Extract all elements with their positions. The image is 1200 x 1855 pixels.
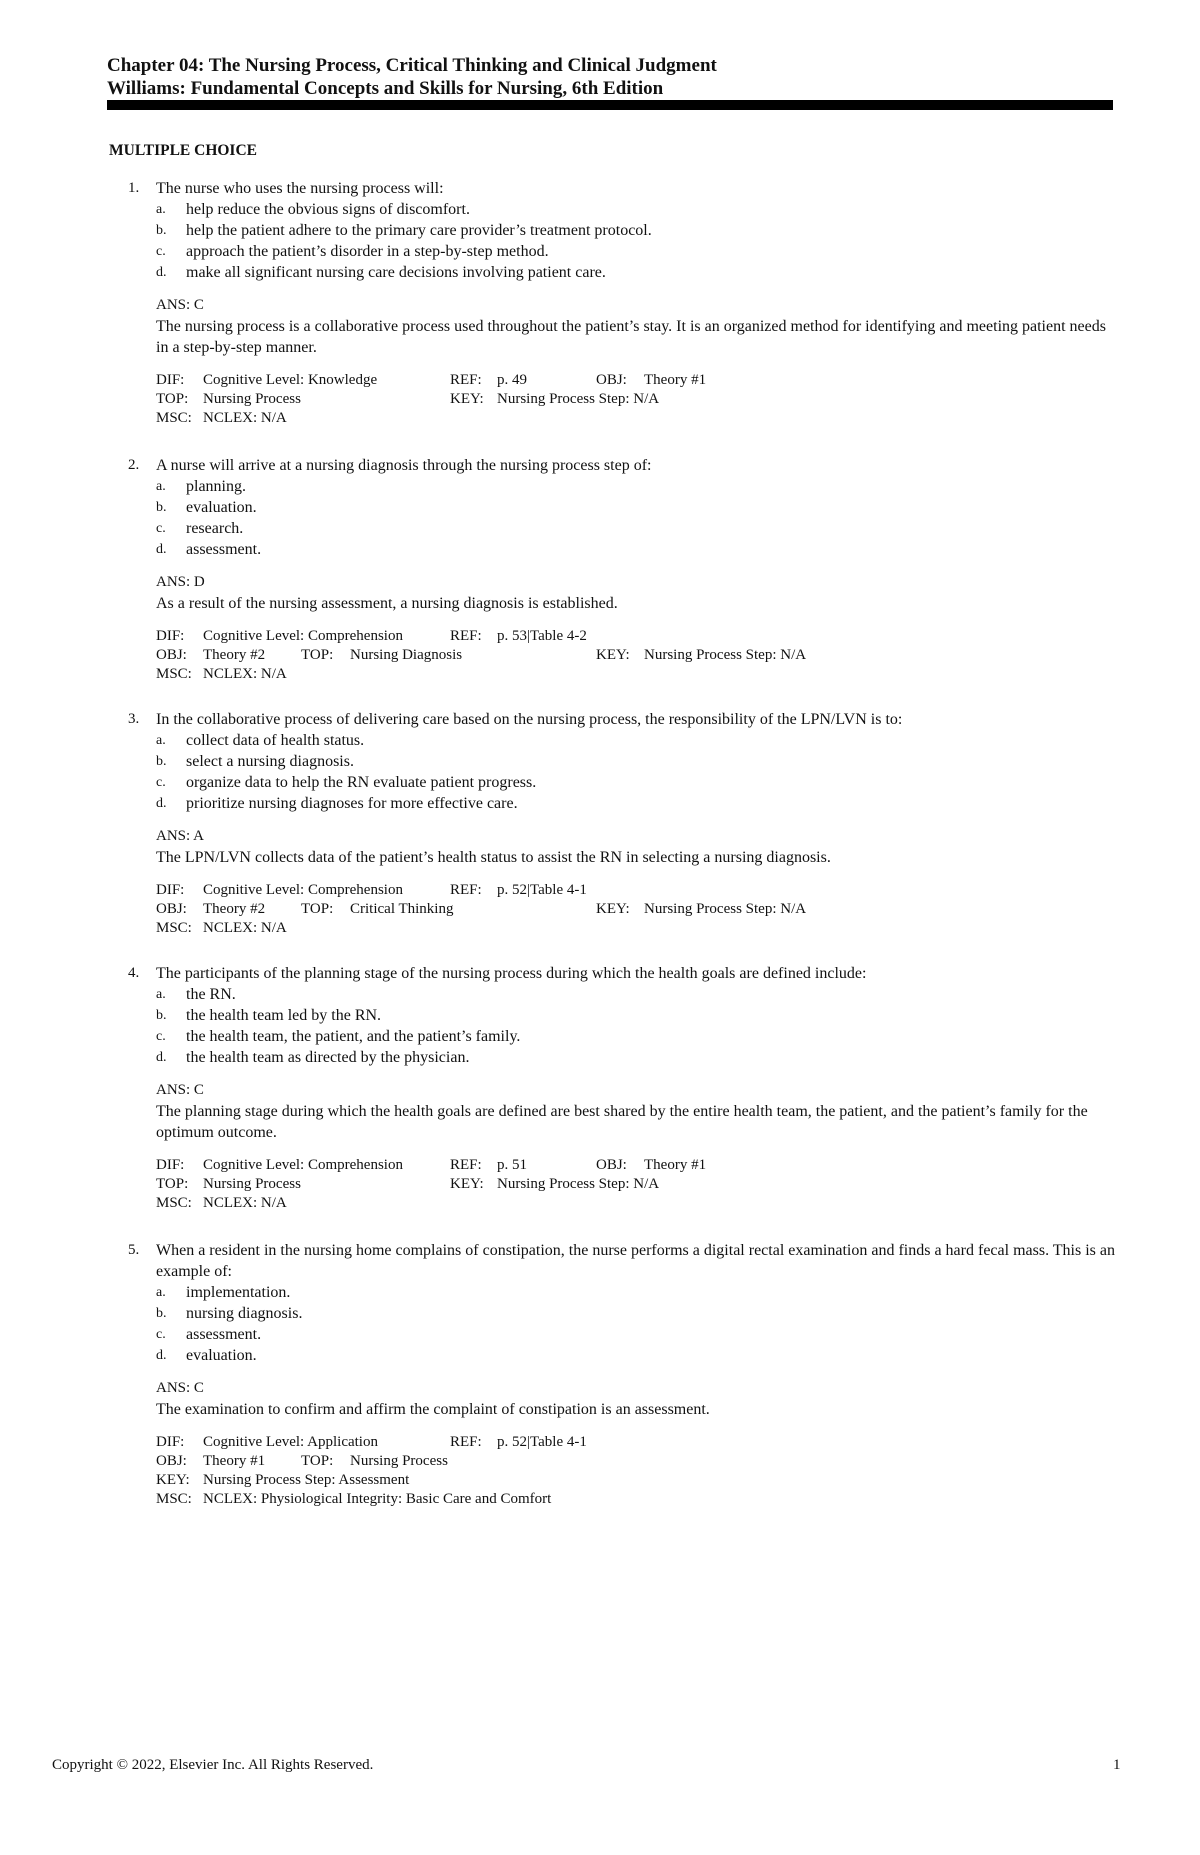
metadata-label: REF: [450,1157,482,1173]
metadata-label: REF: [450,628,482,644]
question-item [0,455,1200,684]
question-item [0,1240,1200,1509]
question-number: 5. [128,1242,140,1258]
option-text: nursing diagnosis. [186,1305,303,1322]
answer-option [0,1005,1200,1026]
metadata-value: NCLEX: Physiological Integrity: Basic Care and Comfort [203,1491,552,1507]
option-text: select a nursing diagnosis. [186,753,354,770]
metadata-label: OBJ: [156,647,187,663]
page-number: 1 [1113,1757,1121,1773]
question-stem [0,709,1200,730]
answer-option [0,1282,1200,1303]
metadata-label: DIF: [156,882,185,898]
metadata-row [0,371,1200,390]
metadata-value: Cognitive Level: Knowledge [203,372,378,388]
metadata-label: KEY: [450,1176,484,1192]
metadata-label: TOP: [301,1453,334,1469]
answer-key: ANS: C [156,1380,204,1396]
metadata-value: Nursing Process Step: N/A [497,1176,660,1192]
metadata-row [0,1452,1200,1471]
question-text: When a resident in the nursing home complains of constipation, the nurse performs a digital rectal examination and finds a hard fecal mass. This is an example of: [156,1242,1115,1280]
option-letter: b. [156,1008,167,1023]
answer-rationale: The nursing process is a collaborative process used throughout the patient’s stay. It is an organized method for identifying and meeting patient needs in a step-by-step manner. [156,318,1106,356]
chapter-title: Chapter 04: The Nursing Process, Critical Thinking and Clinical Judgment [107,55,717,76]
option-text: help the patient adhere to the primary care provider’s treatment protocol. [186,222,652,239]
metadata-row [0,881,1200,900]
option-letter: d. [156,796,167,811]
answer-option [0,1324,1200,1345]
metadata-value: Cognitive Level: Application [203,1434,378,1450]
answer-option [0,751,1200,772]
option-text: evaluation. [186,1347,257,1364]
metadata-value: Theory #2 [203,647,266,663]
option-letter: a. [156,987,166,1002]
option-text: collect data of health status. [186,732,365,749]
question-metadata [0,371,1200,428]
answer-option [0,984,1200,1005]
answer-option [0,1047,1200,1068]
answer-option [0,220,1200,241]
question-metadata [0,1156,1200,1213]
option-letter: b. [156,223,167,238]
metadata-label: KEY: [596,901,630,917]
option-letter: d. [156,1050,167,1065]
option-letter: b. [156,754,167,769]
metadata-value: p. 53|Table 4-2 [497,628,587,644]
answer-key: ANS: C [156,1082,204,1098]
answer-option [0,476,1200,497]
metadata-label: OBJ: [156,1453,187,1469]
metadata-label: DIF: [156,1157,185,1173]
option-text: assessment. [186,1326,262,1343]
metadata-label: KEY: [596,647,630,663]
metadata-value: Nursing Diagnosis [350,647,463,663]
answer-option [0,199,1200,220]
metadata-value: Nursing Process Step: N/A [644,647,807,663]
metadata-value: Nursing Process Step: N/A [497,391,660,407]
metadata-row [0,900,1200,919]
option-text: evaluation. [186,499,257,516]
answer-key: ANS: A [156,828,204,844]
header-rule [107,100,1113,110]
metadata-label: TOP: [301,901,334,917]
option-letter: d. [156,542,167,557]
answer-option [0,518,1200,539]
metadata-value: NCLEX: N/A [203,666,287,682]
question-number: 2. [128,457,140,473]
option-text: approach the patient’s disorder in a step-by-step method. [186,243,549,260]
metadata-label: DIF: [156,628,185,644]
option-letter: c. [156,521,166,536]
option-letter: a. [156,202,166,217]
option-letter: c. [156,1029,166,1044]
copyright-footer: Copyright © 2022, Elsevier Inc. All Rights Reserved. [52,1757,374,1773]
metadata-label: DIF: [156,1434,185,1450]
option-text: organize data to help the RN evaluate patient progress. [186,774,537,791]
document-header [107,54,717,100]
answer-option [0,497,1200,518]
question-stem [0,178,1200,199]
metadata-value: Theory #2 [203,901,266,917]
metadata-row [0,1471,1200,1490]
book-title: Williams: Fundamental Concepts and Skills for Nursing, 6th Edition [107,78,664,99]
answer-option [0,772,1200,793]
answer-option [0,1026,1200,1047]
question-text: In the collaborative process of delivering care based on the nursing process, the responsibility of the LPN/LVN is to: [156,711,903,728]
metadata-row [0,1156,1200,1175]
metadata-row [0,627,1200,646]
answer-rationale: The planning stage during which the health goals are defined are best shared by the entire health team, the patient, and the patient’s family for the optimum outcome. [156,1103,1088,1141]
option-text: research. [186,520,244,537]
metadata-row [0,919,1200,938]
metadata-label: MSC: [156,410,192,426]
question-metadata [0,881,1200,938]
metadata-label: TOP: [156,391,189,407]
metadata-label: REF: [450,1434,482,1450]
metadata-value: Critical Thinking [350,901,454,917]
metadata-value: NCLEX: N/A [203,1195,287,1211]
metadata-row [0,409,1200,428]
option-text: help reduce the obvious signs of discomfort. [186,201,470,218]
metadata-value: Nursing Process [350,1453,448,1469]
metadata-row [0,390,1200,409]
metadata-label: MSC: [156,920,192,936]
metadata-label: TOP: [301,647,334,663]
question-metadata [0,1433,1200,1509]
option-letter: c. [156,244,166,259]
metadata-value: p. 52|Table 4-1 [497,1434,587,1450]
question-text: The participants of the planning stage of the nursing process during which the health goals are defined include: [156,965,867,982]
metadata-label: OBJ: [596,372,627,388]
question-stem [0,963,1200,984]
question-stem [0,1240,1200,1282]
section-heading: MULTIPLE CHOICE [109,142,257,159]
metadata-value: Nursing Process [203,391,301,407]
option-letter: b. [156,500,167,515]
option-text: implementation. [186,1284,291,1301]
question-text: The nurse who uses the nursing process will: [156,180,444,197]
option-text: assessment. [186,541,262,558]
question-number: 1. [128,180,140,196]
metadata-row [0,1194,1200,1213]
metadata-value: Theory #1 [644,372,707,388]
metadata-value: Nursing Process [203,1176,301,1192]
metadata-label: MSC: [156,1491,192,1507]
metadata-row [0,1490,1200,1509]
option-text: the RN. [186,986,236,1003]
metadata-value: p. 51 [497,1157,527,1173]
option-text: the health team as directed by the physician. [186,1049,470,1066]
question-stem [0,455,1200,476]
metadata-label: KEY: [156,1472,190,1488]
metadata-value: NCLEX: N/A [203,410,287,426]
metadata-label: MSC: [156,666,192,682]
option-letter: b. [156,1306,167,1321]
metadata-label: TOP: [156,1176,189,1192]
metadata-label: OBJ: [156,901,187,917]
metadata-row [0,646,1200,665]
metadata-value: p. 52|Table 4-1 [497,882,587,898]
metadata-row [0,1175,1200,1194]
option-text: the health team, the patient, and the patient’s family. [186,1028,521,1045]
option-letter: c. [156,1327,166,1342]
option-letter: d. [156,1348,167,1363]
option-letter: a. [156,733,166,748]
answer-option [0,539,1200,560]
answer-key: ANS: D [156,574,205,590]
metadata-value: p. 49 [497,372,527,388]
question-metadata [0,627,1200,684]
question-text: A nurse will arrive at a nursing diagnosis through the nursing process step of: [156,457,652,474]
question-item [0,709,1200,938]
metadata-value: Nursing Process Step: Assessment [203,1472,410,1488]
option-text: make all significant nursing care decisions involving patient care. [186,264,606,281]
option-letter: a. [156,1285,166,1300]
metadata-value: Nursing Process Step: N/A [644,901,807,917]
question-item [0,963,1200,1213]
metadata-value: Cognitive Level: Comprehension [203,1157,403,1173]
metadata-value: Cognitive Level: Comprehension [203,882,403,898]
metadata-label: REF: [450,372,482,388]
metadata-row [0,665,1200,684]
answer-option [0,262,1200,283]
answer-option [0,730,1200,751]
metadata-label: OBJ: [596,1157,627,1173]
metadata-value: Theory #1 [644,1157,707,1173]
metadata-value: Theory #1 [203,1453,266,1469]
answer-option [0,793,1200,814]
answer-option [0,1345,1200,1366]
metadata-value: Cognitive Level: Comprehension [203,628,403,644]
metadata-value: NCLEX: N/A [203,920,287,936]
option-text: the health team led by the RN. [186,1007,382,1024]
metadata-row [0,1433,1200,1452]
question-item [0,178,1200,428]
metadata-label: DIF: [156,372,185,388]
answer-rationale: The LPN/LVN collects data of the patient’s health status to assist the RN in selecting a nursing diagnosis. [156,849,831,866]
answer-rationale: As a result of the nursing assessment, a nursing diagnosis is established. [156,595,618,612]
metadata-label: MSC: [156,1195,192,1211]
metadata-label: KEY: [450,391,484,407]
answer-key: ANS: C [156,297,204,313]
option-text: prioritize nursing diagnoses for more effective care. [186,795,518,812]
question-number: 4. [128,965,140,981]
answer-rationale: The examination to confirm and affirm the complaint of constipation is an assessment. [156,1401,710,1418]
question-number: 3. [128,711,140,727]
answer-option [0,241,1200,262]
metadata-label: REF: [450,882,482,898]
option-letter: a. [156,479,166,494]
option-letter: d. [156,265,167,280]
option-letter: c. [156,775,166,790]
option-text: planning. [186,478,246,495]
answer-option [0,1303,1200,1324]
